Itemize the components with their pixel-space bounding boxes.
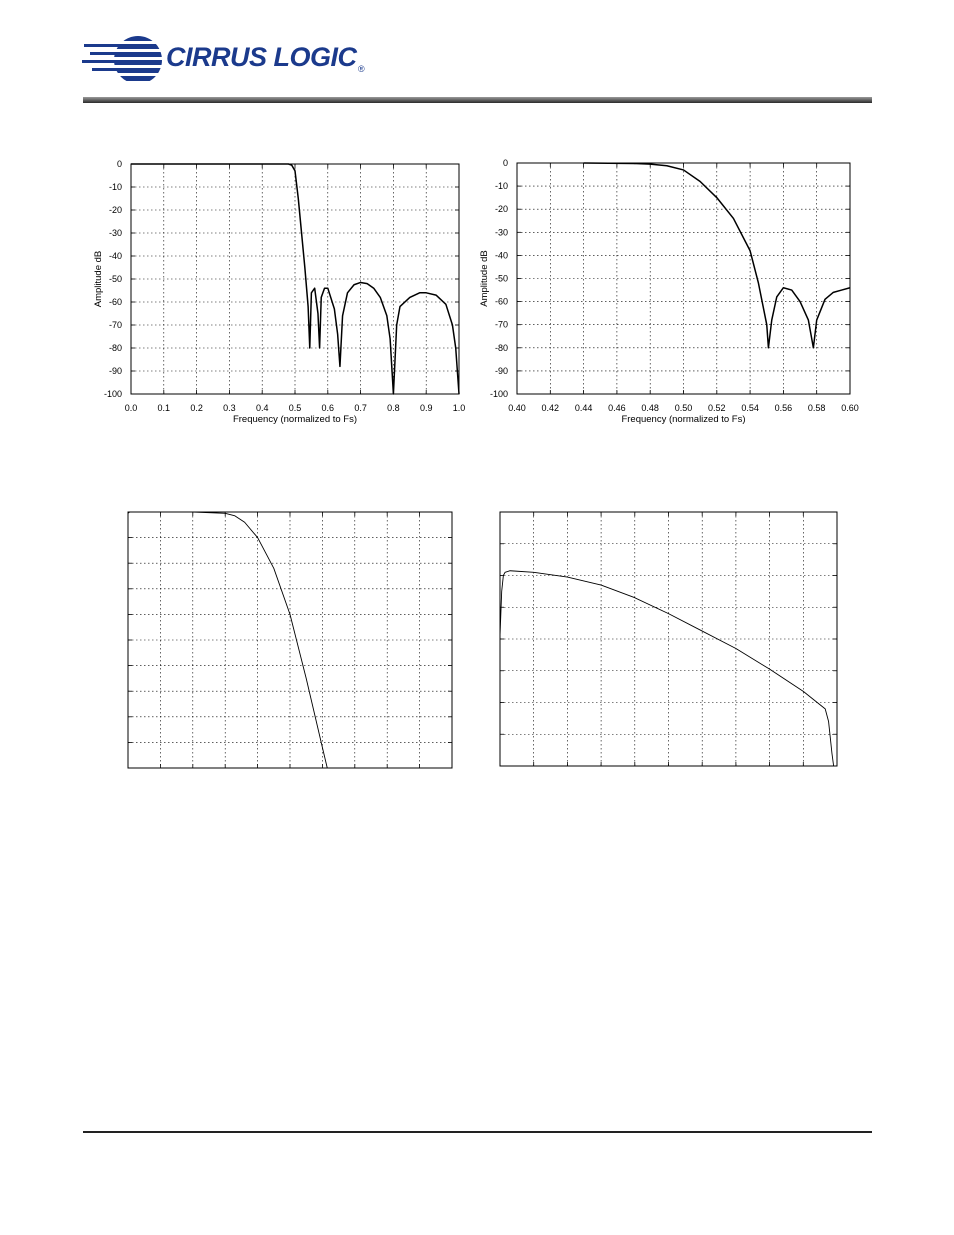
y-tick-label: -60 xyxy=(494,296,508,307)
series-line xyxy=(500,571,835,766)
x-tick-label: 0.58 xyxy=(807,403,826,413)
y-tick-label: -30 xyxy=(494,227,508,238)
x-tick-label: 0.40 xyxy=(508,403,526,413)
x-tick-label: 0.60 xyxy=(841,403,859,413)
x-tick-label: 0.54 xyxy=(741,403,759,413)
y-tick-label: -20 xyxy=(494,204,508,215)
x-tick-label: 0.46 xyxy=(608,403,626,413)
x-tick-label: 0.52 xyxy=(708,403,726,413)
x-tick-label: 0.3 xyxy=(223,403,236,413)
x-tick-label: 0.56 xyxy=(774,403,793,413)
x-tick-label: 0.44 xyxy=(574,403,593,413)
footer-rule xyxy=(83,1131,872,1133)
x-axis-label: Frequency (normalized to Fs) xyxy=(232,414,358,425)
x-tick-label: 0.5 xyxy=(288,403,302,413)
y-tick-label: -20 xyxy=(108,205,122,215)
y-tick-label: -40 xyxy=(494,250,508,261)
x-tick-label: 0.48 xyxy=(641,403,659,413)
brand-name: CIRRUS LOGIC xyxy=(166,42,357,72)
y-tick-label: 0 xyxy=(502,158,508,168)
y-tick-label: -100 xyxy=(103,389,122,399)
y-axis-label: Amplitude dB xyxy=(479,250,490,307)
x-tick-label: 0.6 xyxy=(321,403,335,413)
y-tick-label: 0 xyxy=(116,159,122,169)
y-tick-label: -80 xyxy=(494,342,508,353)
x-axis-label: Frequency (normalized to Fs) xyxy=(621,414,746,425)
x-tick-label: 0.0 xyxy=(124,403,138,413)
y-tick-label: -10 xyxy=(494,181,508,192)
x-tick-label: 0.9 xyxy=(419,403,433,413)
y-tick-label: -40 xyxy=(108,251,122,261)
y-tick-label: -30 xyxy=(108,228,122,238)
y-tick-label: -100 xyxy=(489,389,508,399)
x-tick-label: 0.2 xyxy=(190,403,203,413)
x-tick-label: 0.42 xyxy=(541,403,560,413)
y-tick-label: -70 xyxy=(494,319,508,330)
x-tick-label: 0.1 xyxy=(157,403,171,413)
registered-trademark: ® xyxy=(358,64,365,74)
x-tick-label: 1.0 xyxy=(452,403,466,413)
y-tick-label: -90 xyxy=(108,366,122,376)
y-tick-label: -50 xyxy=(494,273,508,284)
y-tick-label: -50 xyxy=(108,274,122,284)
x-tick-label: 0.7 xyxy=(354,403,367,413)
y-tick-label: -90 xyxy=(494,365,508,376)
y-tick-label: -70 xyxy=(108,320,122,330)
x-tick-label: 0.50 xyxy=(674,403,693,413)
x-tick-label: 0.8 xyxy=(387,403,400,413)
y-axis-label: Amplitude dB xyxy=(93,250,104,308)
x-tick-label: 0.4 xyxy=(255,403,269,413)
y-tick-label: -60 xyxy=(108,297,122,307)
y-tick-label: -10 xyxy=(108,182,122,192)
y-tick-label: -80 xyxy=(108,343,122,353)
